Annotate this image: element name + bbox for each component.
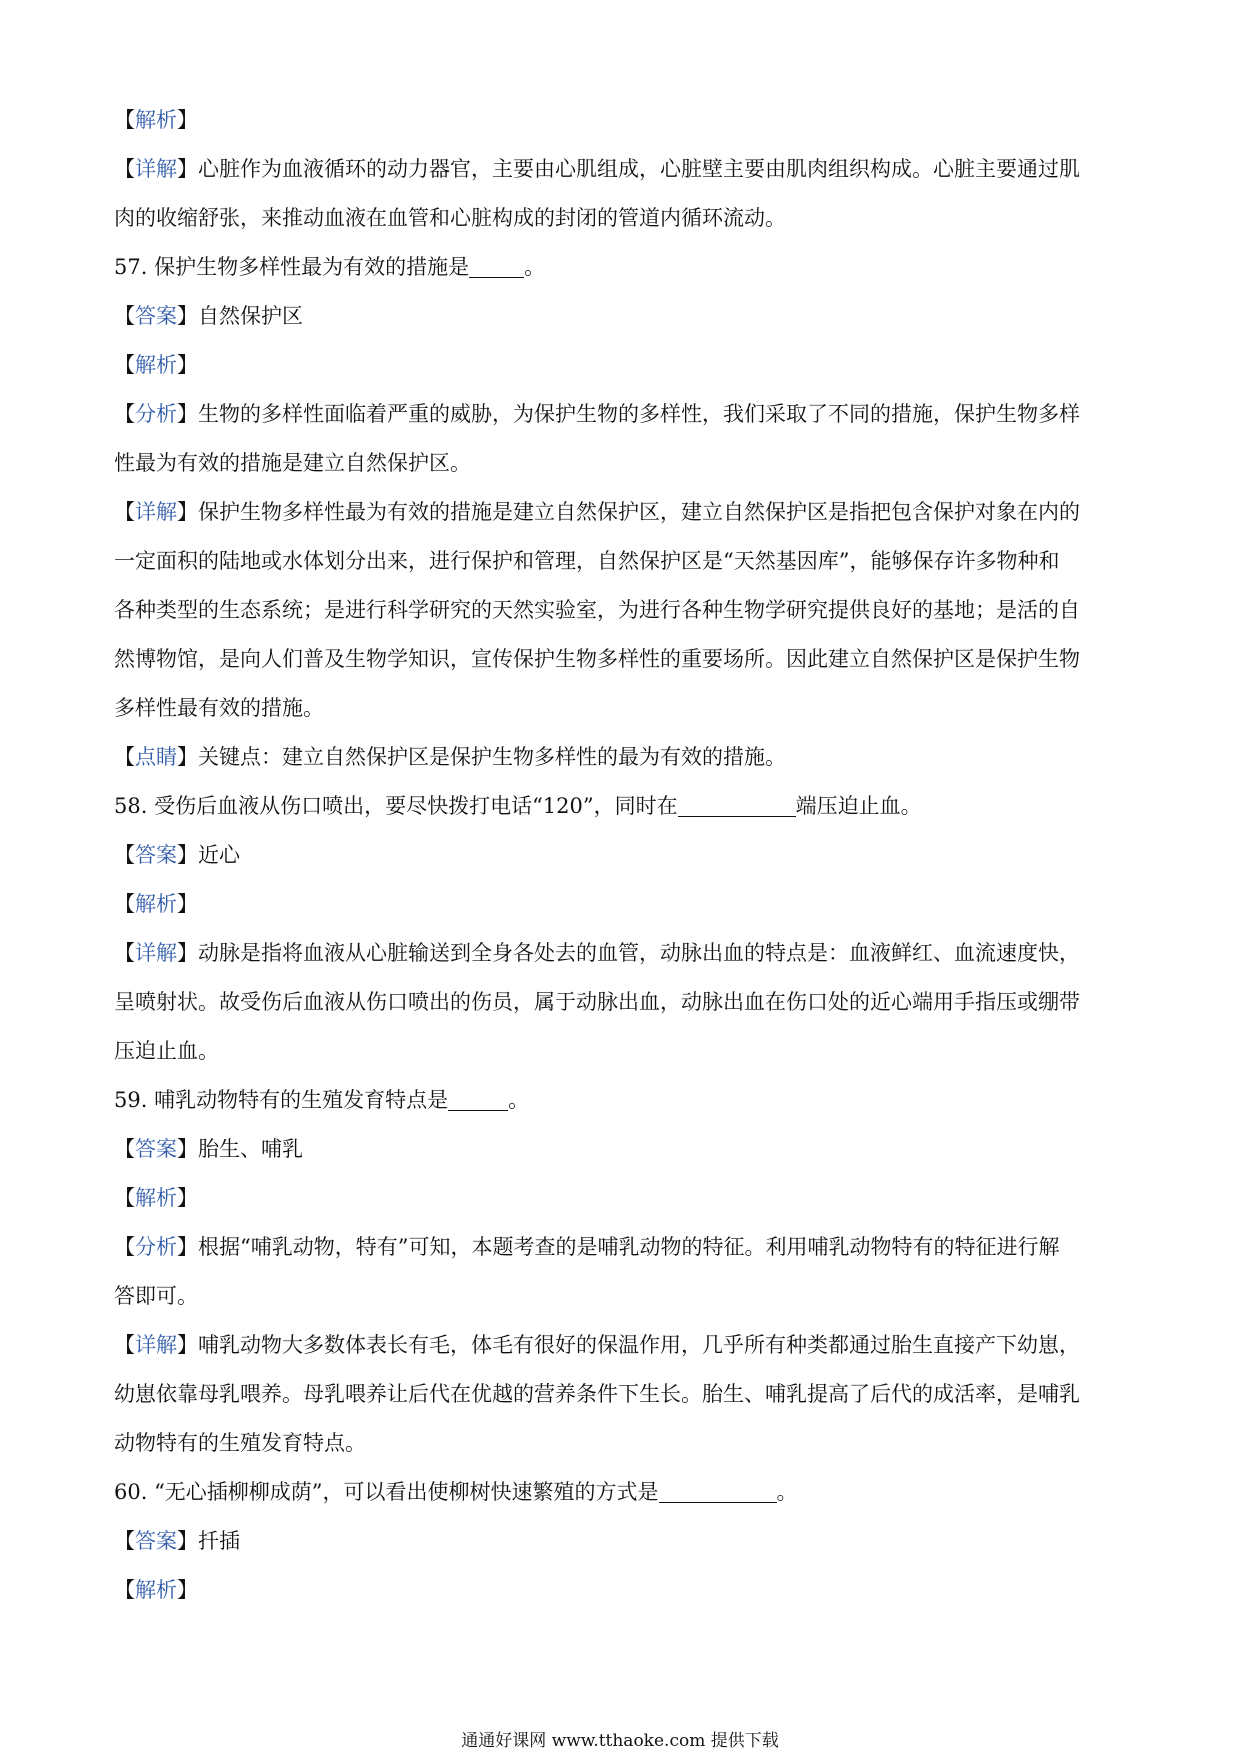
text-line-20 [114, 1027, 1134, 1076]
line-text: 哺乳动物大多数体表长有毛，体毛有很好的保温作用，几乎所有种类都通过胎生直接产下幼崽， [198, 1333, 1080, 1357]
line-text: 根据“哺乳动物，特有”可知，本题考查的是哺乳动物的特征。利用哺乳动物特有的特征进行解 [198, 1235, 1060, 1259]
line-text: 然博物馆，是向人们普及生物学知识，宣传保护生物多样性的重要场所。因此建立自然保护区是保护生物 [114, 647, 1080, 671]
section-tag: 【解析】 [114, 1186, 198, 1210]
text-line-11 [114, 586, 1134, 635]
line-text: 胎生、哺乳 [198, 1137, 303, 1161]
line-text: 自然保护区 [198, 304, 303, 328]
text-line-3 [114, 194, 1134, 243]
text-line-13 [114, 684, 1134, 733]
section-tag: 【答案】 [114, 304, 198, 328]
section-line-5 [114, 292, 1134, 341]
section-line-31 [114, 1566, 1134, 1615]
section-line-18 [114, 929, 1134, 978]
section-tag: 【详解】 [114, 941, 198, 965]
line-text: 59. 哺乳动物特有的生殖发育特点是 [114, 1088, 449, 1112]
section-tag: 【解析】 [114, 1578, 198, 1602]
line-text: 动脉是指将血液从心脏输送到全身各处去的血管，动脉出血的特点是：血液鲜红、血流速度快， [198, 941, 1080, 965]
section-line-6 [114, 341, 1134, 390]
line-text: 近心 [198, 843, 240, 867]
text-line-21 [114, 1076, 1134, 1125]
line-text: 扦插 [198, 1529, 240, 1553]
section-line-1 [114, 96, 1134, 145]
section-line-14 [114, 733, 1134, 782]
text-line-12 [114, 635, 1134, 684]
line-text: 压迫止血。 [114, 1039, 219, 1063]
line-text: 一定面积的陆地或水体划分出来，进行保护和管理，自然保护区是“天然基因库”，能够保存许多物种和 [114, 549, 1060, 573]
line-text-after-blank: 端压迫止血。 [795, 794, 922, 818]
text-line-8 [114, 439, 1134, 488]
section-tag: 【答案】 [114, 1137, 198, 1161]
section-tag: 【解析】 [114, 353, 198, 377]
line-text: 呈喷射状。故受伤后血液从伤口喷出的伤员，属于动脉出血，动脉出血在伤口处的近心端用手指压或绷带 [114, 990, 1080, 1014]
line-text: 各种类型的生态系统；是进行科学研究的天然实验室，为进行各种生物学研究提供良好的基地；是活的自 [114, 598, 1080, 622]
answer-blank [469, 255, 524, 278]
section-line-17 [114, 880, 1134, 929]
document-body [114, 96, 1134, 1615]
section-line-2 [114, 145, 1134, 194]
line-text: 多样性最有效的措施。 [114, 696, 324, 720]
line-text-after-blank: 。 [776, 1480, 798, 1504]
line-text: 保护生物多样性最为有效的措施是建立自然保护区，建立自然保护区是指把包含保护对象在内的 [198, 500, 1080, 524]
section-tag: 【详解】 [114, 1333, 198, 1357]
line-text-after-blank: 。 [508, 1088, 530, 1112]
text-line-25 [114, 1272, 1134, 1321]
section-line-22 [114, 1125, 1134, 1174]
line-text: 肉的收缩舒张，来推动血液在血管和心脏构成的封闭的管道内循环流动。 [114, 206, 786, 230]
line-text: 60. “无心插柳柳成荫”，可以看出使柳树快速繁殖的方式是 [114, 1480, 659, 1504]
section-line-16 [114, 831, 1134, 880]
section-tag: 【答案】 [114, 1529, 198, 1553]
text-line-4 [114, 243, 1134, 292]
line-text: 动物特有的生殖发育特点。 [114, 1431, 366, 1455]
text-line-10 [114, 537, 1134, 586]
page-footer: 通通好课网 www.tthaoke.com 提供下载 [461, 1731, 779, 1751]
line-text: 关键点：建立自然保护区是保护生物多样性的最为有效的措施。 [198, 745, 786, 769]
line-text: 心脏作为血液循环的动力器官，主要由心肌组成，心脏壁主要由肌肉组织构成。心脏主要通过肌 [198, 157, 1080, 181]
section-tag: 【详解】 [114, 157, 198, 181]
line-text: 57. 保护生物多样性最为有效的措施是 [114, 255, 470, 279]
text-line-15 [114, 782, 1134, 831]
text-line-27 [114, 1370, 1134, 1419]
line-text: 性最为有效的措施是建立自然保护区。 [114, 451, 471, 475]
section-line-24 [114, 1223, 1134, 1272]
section-line-23 [114, 1174, 1134, 1223]
section-tag: 【答案】 [114, 843, 198, 867]
section-tag: 【解析】 [114, 892, 198, 916]
text-line-28 [114, 1419, 1134, 1468]
section-tag: 【分析】 [114, 402, 198, 426]
section-tag: 【解析】 [114, 108, 198, 132]
section-line-9 [114, 488, 1134, 537]
section-line-30 [114, 1517, 1134, 1566]
line-text: 答即可。 [114, 1284, 198, 1308]
text-line-29 [114, 1468, 1134, 1517]
answer-blank [448, 1088, 508, 1111]
section-tag: 【详解】 [114, 500, 198, 524]
line-text-after-blank: 。 [524, 255, 546, 279]
line-text: 幼崽依靠母乳喂养。母乳喂养让后代在优越的营养条件下生长。胎生、哺乳提高了后代的成活率，是哺乳 [114, 1382, 1080, 1406]
section-tag: 【点睛】 [114, 745, 198, 769]
section-line-26 [114, 1321, 1134, 1370]
answer-blank [659, 1480, 777, 1503]
section-tag: 【分析】 [114, 1235, 198, 1259]
line-text: 58. 受伤后血液从伤口喷出，要尽快拨打电话“120”，同时在 [114, 794, 678, 818]
section-line-7 [114, 390, 1134, 439]
line-text: 生物的多样性面临着严重的威胁，为保护生物的多样性，我们采取了不同的措施，保护生物多样 [198, 402, 1080, 426]
answer-blank [678, 794, 796, 817]
text-line-19 [114, 978, 1134, 1027]
